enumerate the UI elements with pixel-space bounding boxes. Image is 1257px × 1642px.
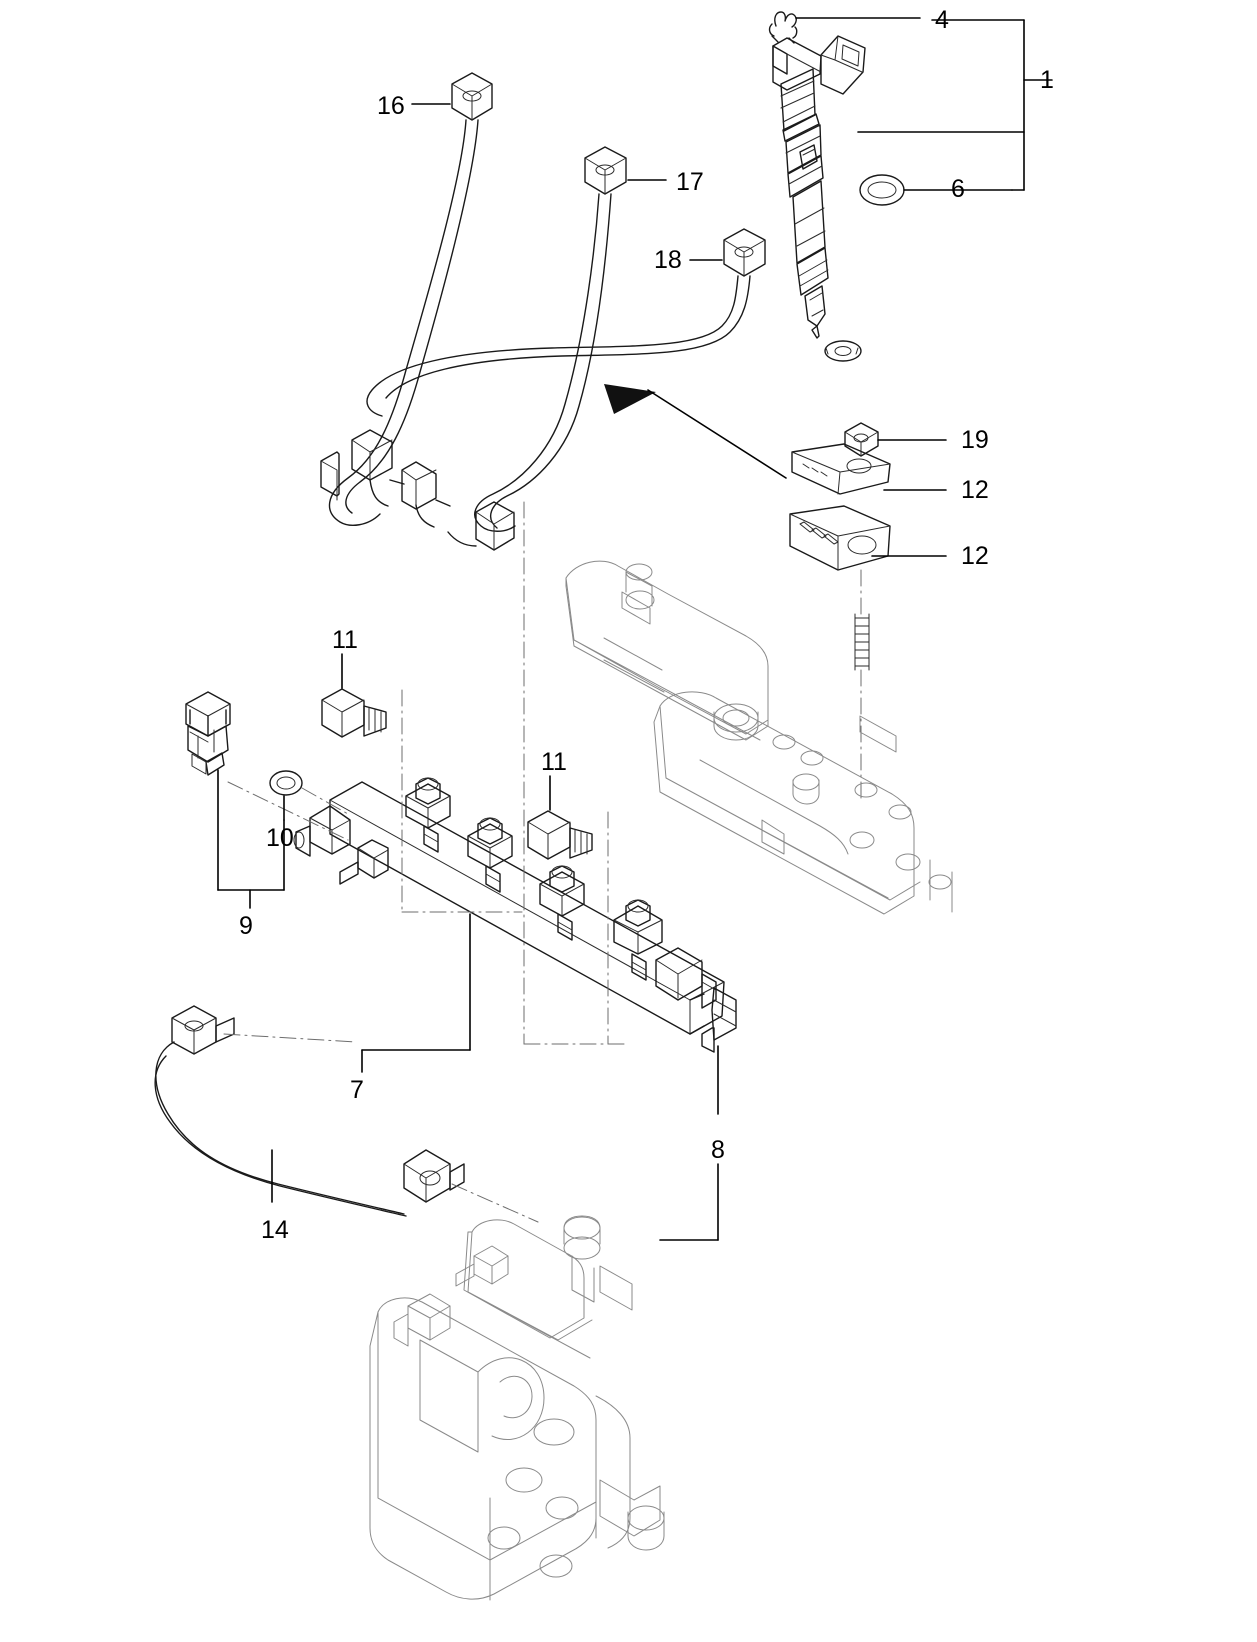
callout-19: 19: [961, 426, 989, 454]
callout-6: 6: [951, 175, 965, 203]
callout-9: 9: [239, 912, 253, 940]
callout-1: 1: [1040, 66, 1054, 94]
callout-12-lower: 12: [961, 542, 989, 570]
callout-14: 14: [261, 1216, 289, 1244]
callout-17: 17: [676, 168, 704, 196]
callout-10: 10: [266, 824, 294, 852]
callout-7: 7: [350, 1076, 364, 1104]
callout-8: 8: [711, 1136, 725, 1164]
callout-4: 4: [935, 6, 949, 34]
callout-12-upper: 12: [961, 476, 989, 504]
callout-11-lower: 11: [541, 748, 567, 776]
callout-11-upper: 11: [332, 626, 358, 654]
callout-16: 16: [377, 92, 405, 120]
callout-18: 18: [654, 246, 682, 274]
